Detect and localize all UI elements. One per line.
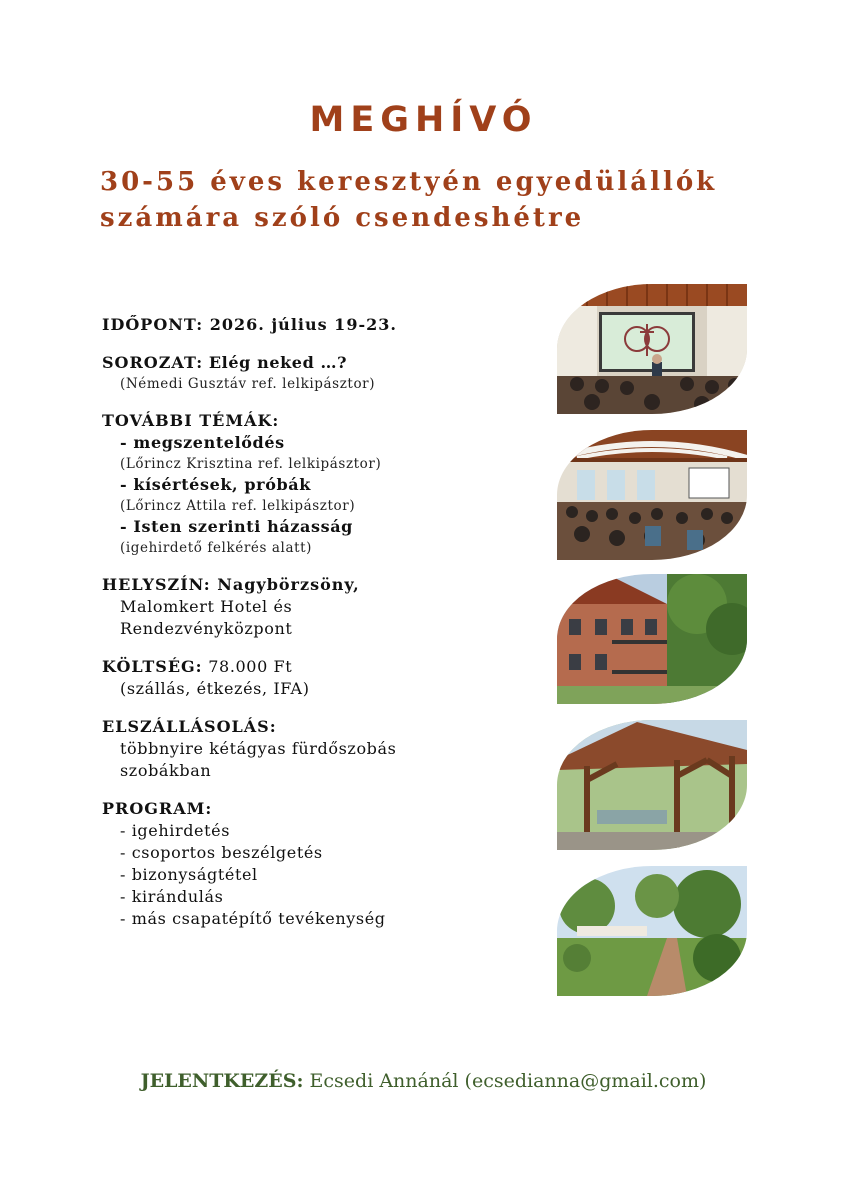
topic-speaker: (igehirdető felkérés alatt) [120, 540, 313, 556]
registration-contact: Ecsedi Annánál (ecsedianna@gmail.com) [309, 1070, 707, 1092]
program-item: - igehirdetés [120, 821, 231, 840]
subtitle [100, 164, 800, 236]
lecture-photo [557, 284, 747, 414]
location-value: Nagybörzsöny, [217, 575, 360, 594]
topic-title: - kísértések, próbák [120, 475, 311, 494]
topic-title: - Isten szerinti házasság [120, 517, 353, 536]
series-speaker: (Némedi Gusztáv ref. lelkipásztor) [120, 376, 376, 392]
accommodation-label: ELSZÁLLÁSOLÁS: [102, 717, 277, 736]
registration-label: JELENTKEZÉS: [140, 1070, 304, 1092]
time-label: IDŐPONT: [102, 315, 204, 334]
topic-speaker: (Lőrincz Krisztina ref. lelkipásztor) [120, 456, 382, 472]
subtitle-line-1: 30-55 éves keresztyén egyedülállók [100, 167, 718, 197]
topic-title: - megszentelődés [120, 433, 285, 452]
cost-value: 78.000 Ft [208, 657, 293, 676]
registration-footer [0, 1070, 847, 1092]
program-item: - más csapatépítő tevékenység [120, 909, 386, 928]
garden-photo [557, 866, 747, 996]
series-section [102, 352, 552, 394]
event-hall-photo [557, 430, 747, 560]
time-section [102, 314, 552, 336]
program-item: - csoportos beszélgetés [120, 843, 323, 862]
topics-label: TOVÁBBI TÉMÁK: [102, 411, 280, 430]
pavilion-photo [557, 720, 747, 850]
event-info [102, 314, 552, 946]
location-line-3: Rendezvényközpont [120, 619, 293, 638]
program-label: PROGRAM: [102, 799, 213, 818]
program-item: - kirándulás [120, 887, 224, 906]
cost-note: (szállás, étkezés, IFA) [120, 679, 310, 698]
program-section [102, 798, 552, 930]
topic-speaker: (Lőrincz Attila ref. lelkipásztor) [120, 498, 356, 514]
series-label: SOROZAT: [102, 353, 204, 372]
accommodation-line-2: szobákban [120, 761, 212, 780]
location-line-2: Malomkert Hotel és [120, 597, 293, 616]
series-value: Elég neked …? [208, 353, 348, 372]
location-section [102, 574, 552, 640]
topics-section [102, 410, 552, 558]
program-item: - bizonyságtétel [120, 865, 258, 884]
page-title: MEGHÍVÓ [309, 100, 538, 140]
accommodation-line-1: többnyire kétágyas fürdőszobás [120, 739, 397, 758]
cost-section [102, 656, 552, 700]
location-label: HELYSZÍN: [102, 575, 211, 594]
accommodation-section [102, 716, 552, 782]
hotel-building-photo [557, 574, 747, 704]
cost-label: KÖLTSÉG: [102, 657, 203, 676]
time-value: 2026. július 19-23. [209, 315, 397, 334]
subtitle-line-2: számára szóló csendeshétre [100, 203, 585, 233]
